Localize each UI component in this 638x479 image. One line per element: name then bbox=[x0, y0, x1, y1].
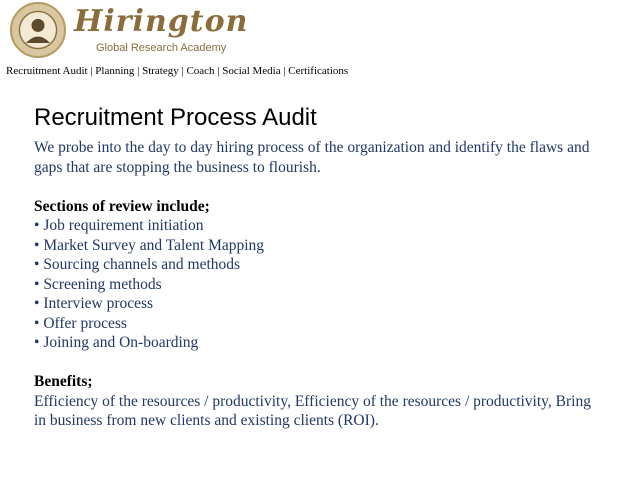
logo-seal bbox=[10, 2, 66, 58]
sections-heading: Sections of review include; bbox=[34, 197, 210, 215]
brand-tagline: Global Research Academy bbox=[96, 42, 227, 54]
slide-title: Recruitment Process Audit bbox=[34, 104, 317, 131]
top-navigation: Recruitment Audit | Planning | Strategy | Coach | Social Media | Certifications bbox=[6, 65, 349, 77]
brand-name: Hirington bbox=[74, 4, 249, 39]
list-item: • Sourcing channels and methods bbox=[34, 255, 594, 275]
list-item: • Job requirement initiation bbox=[34, 216, 594, 236]
benefits-heading: Benefits; bbox=[34, 373, 93, 390]
portrait-icon bbox=[12, 4, 64, 56]
list-item: • Offer process bbox=[34, 314, 594, 334]
list-item: • Market Survey and Talent Mapping bbox=[34, 236, 594, 256]
intro-text: We probe into the day to day hiring process of the organization and identify the flaws and gaps that are stopping the business to flourish. bbox=[34, 139, 590, 176]
list-item: • Interview process bbox=[34, 294, 594, 314]
list-item: • Screening methods bbox=[34, 275, 594, 295]
benefits-text: Efficiency of the resources / productivity, Efficiency of the resources / productivity, Bring in business from new clients and existing clients (ROI). bbox=[34, 392, 591, 429]
slide-content bbox=[34, 138, 594, 431]
list-item: • Joining and On-boarding bbox=[34, 333, 594, 353]
sections-list bbox=[34, 216, 594, 353]
